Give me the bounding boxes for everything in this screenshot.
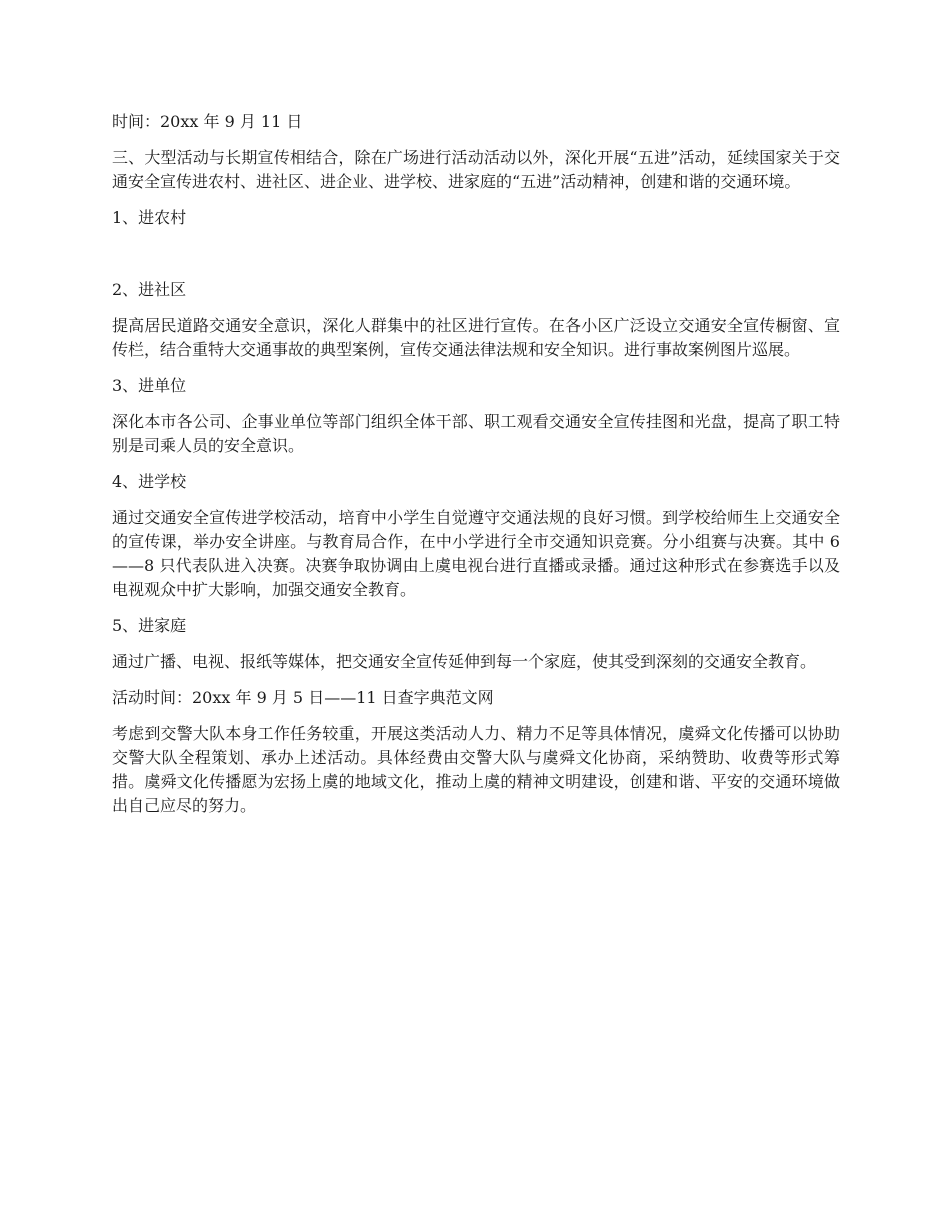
section-body-family: 通过广播、电视、报纸等媒体，把交通安全宣传延伸到每一个家庭，使其受到深刻的交通安全教育。 — [112, 652, 817, 671]
section-heading-family: 5、进家庭 — [112, 616, 187, 635]
time-line: 时间：20xx 年 9 月 11 日 — [112, 112, 303, 131]
section-blank-space — [112, 242, 840, 278]
activity-time-line: 活动时间：20xx 年 9 月 5 日——11 日查字典范文网 — [112, 688, 494, 707]
document-body — [112, 110, 840, 830]
section-body-community: 提高居民道路交通安全意识，深化人群集中的社区进行宣传。在各小区广泛设立交通安全宣传橱窗、宣传栏，结合重特大交通事故的典型案例，宣传交通法律法规和安全知识。进行事故案例图片巡展。 — [112, 316, 840, 359]
closing-paragraph: 考虑到交警大队本身工作任务较重，开展这类活动人力、精力不足等具体情况，虞舜文化传播可以协助交警大队全程策划、承办上述活动。具体经费由交警大队与虞舜文化协商，采纳赞助、收费等形式筹措。虞舜文化传播愿为宏扬上虞的地域文化，推动上虞的精神文明建设，创建和谐、平安的交通环境做出自己应尽的努力。 — [112, 724, 840, 815]
intro-paragraph: 三、大型活动与长期宣传相结合，除在广场进行活动活动以外，深化开展“五进”活动，延续国家关于交通安全宣传进农村、进社区、进企业、进学校、进家庭的“五进”活动精神，创建和谐的交通环境。 — [112, 148, 840, 191]
section-heading-workplace: 3、进单位 — [112, 376, 187, 395]
section-body-workplace: 深化本市各公司、企事业单位等部门组织全体干部、职工观看交通安全宣传挂图和光盘，提高了职工特别是司乘人员的安全意识。 — [112, 412, 840, 455]
section-body-school: 通过交通安全宣传进学校活动，培育中小学生自觉遵守交通法规的良好习惯。到学校给师生上交通安全的宣传课，举办安全讲座。与教育局合作，在中小学进行全市交通知识竞赛。分小组赛与决赛。其中 6——8 只代表队进入决赛。决赛争取协调由上虞电视台进行直播或录播。通过这种形式在参赛选手以及电视观众中扩大影响，加强交通安全教育。 — [112, 508, 840, 599]
section-heading-school: 4、进学校 — [112, 472, 187, 491]
section-heading-rural: 1、进农村 — [112, 208, 187, 227]
section-heading-community: 2、进社区 — [112, 280, 187, 299]
